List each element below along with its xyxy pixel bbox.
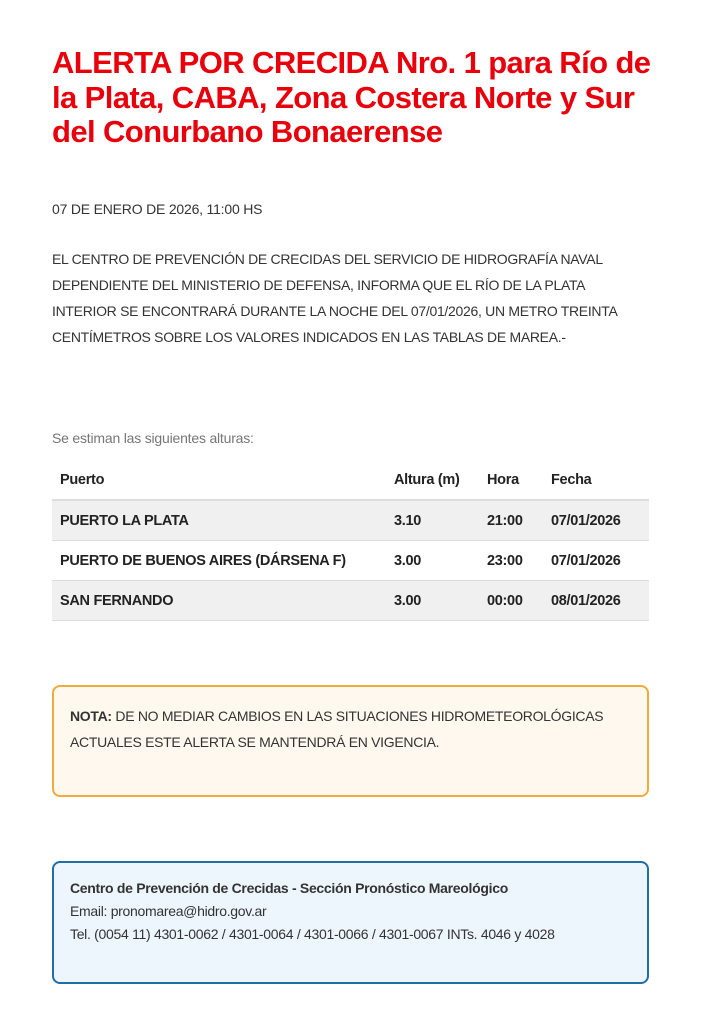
table-row	[52, 500, 649, 541]
contact-org: Centro de Prevención de Crecidas - Sección Pronóstico Mareológico	[70, 880, 508, 896]
col-altura: Altura (m)	[386, 460, 479, 500]
col-puerto: Puerto	[52, 460, 386, 500]
cell-altura: 3.10	[386, 500, 479, 541]
note-label: NOTA:	[70, 708, 112, 724]
cell-fecha: 07/01/2026	[543, 500, 649, 541]
contact-phone: Tel. (0054 11) 4301-0062 / 4301-0064 / 4301-0066 / 4301-0067 INTs. 4046 y 4028	[70, 926, 555, 942]
note-text: DE NO MEDIAR CAMBIOS EN LAS SITUACIONES HIDROMETEOROLÓGICAS ACTUALES ESTE ALERTA SE MANTENDRÁ EN VIGENCIA.	[70, 708, 604, 750]
note-box	[52, 685, 649, 797]
alert-body: EL CENTRO DE PREVENCIÓN DE CRECIDAS DEL SERVICIO DE HIDROGRAFÍA NAVAL DEPENDIENTE DEL MINISTERIO DE DEFENSA, INFORMA QUE EL RÍO DE LA PLATA INTERIOR SE ENCONTRARÁ DURANTE LA NOCHE DEL 07/01/2026, UN METRO TREINTA CENTÍMETROS SOBRE LOS VALORES INDICADOS EN LAS TABLAS DE MAREA.-	[52, 251, 617, 345]
cell-puerto: PUERTO DE BUENOS AIRES (DÁRSENA F)	[52, 541, 386, 581]
cell-altura: 3.00	[386, 581, 479, 621]
table-intro: Se estiman las siguientes alturas:	[52, 430, 254, 446]
contact-box	[52, 861, 649, 984]
email-label: Email:	[70, 903, 111, 919]
page-title: ALERTA POR CRECIDA Nro. 1 para Río de la Plata, CABA, Zona Costera Norte y Sur del Conurbano Bonaerense	[52, 45, 651, 149]
email-link[interactable]: pronomarea@hidro.gov.ar	[110, 903, 267, 919]
cell-hora: 21:00	[479, 500, 543, 541]
heights-table	[52, 460, 649, 621]
col-hora: Hora	[479, 460, 543, 500]
cell-hora: 00:00	[479, 581, 543, 621]
cell-fecha: 07/01/2026	[543, 541, 649, 581]
table-row	[52, 541, 649, 581]
cell-altura: 3.00	[386, 541, 479, 581]
col-fecha: Fecha	[543, 460, 649, 500]
cell-puerto: PUERTO LA PLATA	[52, 500, 386, 541]
table-header-row	[52, 460, 649, 500]
alert-date: 07 DE ENERO DE 2026, 11:00 HS	[52, 201, 263, 217]
table-row	[52, 581, 649, 621]
cell-hora: 23:00	[479, 541, 543, 581]
cell-puerto: SAN FERNANDO	[52, 581, 386, 621]
cell-fecha: 08/01/2026	[543, 581, 649, 621]
